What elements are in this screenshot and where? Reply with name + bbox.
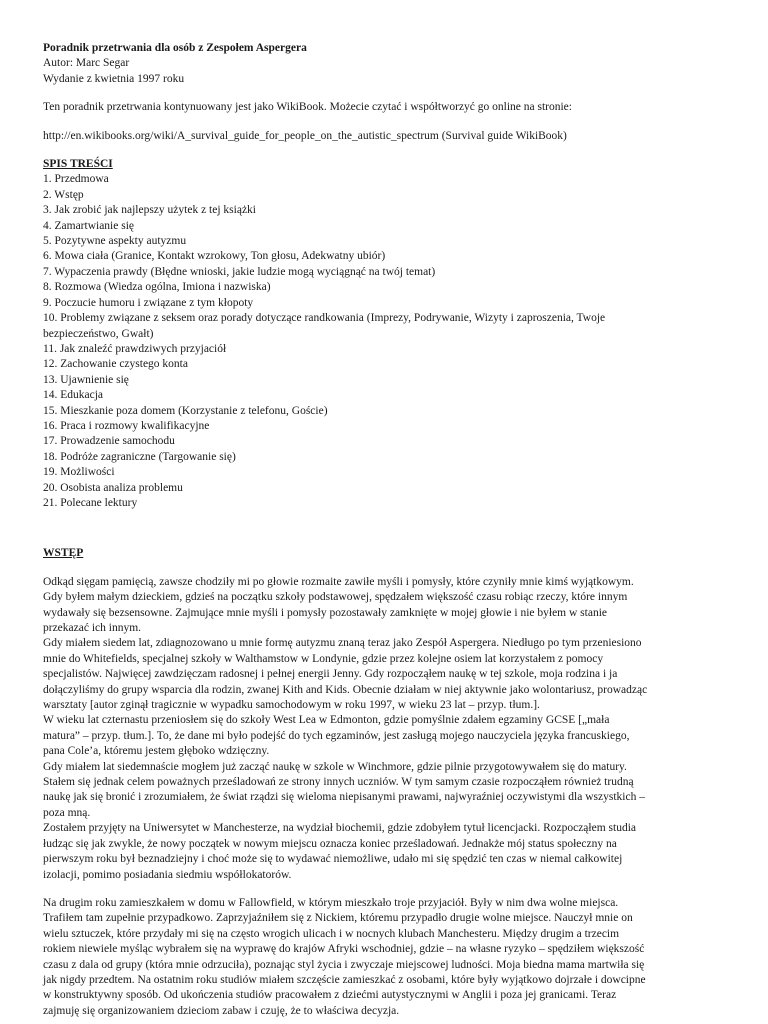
spacer — [43, 116, 723, 129]
toc-item-continuation: bezpieczeństwo, Gwałt) — [43, 327, 154, 340]
text-line: jak nigdy przedtem. Na ostatnim roku studiów miałem szczęście zamieszkać z osobami, które były wyjątkowo dojrzałe i dowcipne — [43, 973, 646, 986]
paragraph — [43, 896, 723, 1019]
spacer — [43, 87, 723, 100]
toc-item: 17. Prowadzenie samochodu — [43, 435, 175, 448]
text-line: poza mną. — [43, 806, 91, 819]
text-line: zajmuję się organizowaniem dzieciom zabaw i czuję, że to właściwa decyzja. — [43, 1004, 400, 1017]
text-line: naukę jak się bronić i zrozumiałem, że świat rządzi się wieloma niepisanymi prawami, najwyraźniej oczywistymi dla wszystkich – — [43, 791, 645, 804]
toc-item: 1. Przedmowa — [43, 173, 109, 186]
toc-item: 10. Problemy związane z seksem oraz porady dotyczące randkowania (Imprezy, Podrywanie, Wizyty i zaproszenia, Twoje — [43, 312, 606, 325]
text-line: w konstruktywny sposób. Od ukończenia studiów pracowałem z dziećmi autystycznymi w Anglii i poza jej granicami. Teraz — [43, 989, 617, 1002]
spacer — [43, 511, 723, 533]
text-line: Stałem się jednak celem poważnych prześladowań ze strony innych uczniów. W tym samym czasie rozpocząłem również trudną — [43, 776, 634, 789]
text-line: rokiem niewiele myśląc wybrałem się na wyprawę do krajów Afryki wschodniej, gdzie – na własne ryzyko – spędziłem większość — [43, 943, 645, 956]
text-line: Gdy miałem lat siedemnaście mogłem już zacząć naukę w szkole w Winchmore, gdzie pilnie przygotowywałem się do matury. — [43, 760, 627, 773]
text-line: warsztaty [autor zginął tragicznie w wypadku samochodowym w roku 1997, w wieku 23 lat – przyp. tłum.]. — [43, 699, 540, 712]
spacer — [43, 144, 723, 157]
toc-item: 6. Mowa ciała (Granice, Kontakt wzrokowy, Ton głosu, Adekwatny ubiór) — [43, 250, 386, 263]
toc-item: 11. Jak znaleźć prawdziwych przyjaciół — [43, 342, 227, 355]
toc-item: 15. Mieszkanie poza domem (Korzystanie z telefonu, Goście) — [43, 404, 328, 417]
document-title: Poradnik przetrwania dla osób z Zespołem Aspergera — [43, 42, 307, 54]
text-line: czasu z dala od grupy (która mnie odrzuciła), poznając styl życia i zwyczaje miejscowej ludności. Moja biedna mama martwiła się — [43, 958, 645, 971]
toc-item: 9. Poczucie humoru i związane z tym kłopoty — [43, 296, 254, 309]
toc-item: 21. Polecane lektury — [43, 496, 138, 509]
spacer — [43, 883, 723, 896]
text-line: mnie do Whitefields, specjalnej szkoły w Walthamstow w Londynie, gdzie przez kolejne osiem lat korzystałem z pomocy — [43, 652, 604, 665]
toc-item: 7. Wypaczenia prawdy (Błędne wnioski, jakie ludzie mogą wyciągnąć na twój temat) — [43, 265, 436, 278]
text-line: łudząc się jak zwykle, że nowy początek w nowym miejscu oznacza koniec prześladowań. Jednakże mój status społeczny na — [43, 837, 617, 850]
text-line: Gdy byłem małym dzieckiem, gdzieś na początku szkoły podstawowej, spędzałem większość czasu robiąc rzeczy, które innym — [43, 591, 628, 604]
toc-item: 2. Wstęp — [43, 188, 84, 201]
text-line: dołączyliśmy do grupy wsparcia dla rodzin, zwanej Kith and Kids. Obecnie działam w niej aktywnie jako wolontariusz, prowadząc — [43, 683, 648, 696]
text-line: wydawały się bezsensowne. Zajmujące mnie myśli i pomysły pozostawały zamknięte w mojej głowie i nie byłem w stanie — [43, 606, 607, 619]
toc-heading: SPIS TREŚCI — [43, 158, 113, 171]
toc-item: 5. Pozytywne aspekty autyzmu — [43, 235, 187, 248]
text-line: Zostałem przyjęty na Uniwersytet w Manchesterze, na wydział biochemii, gdzie zdobyłem tytuł licencjacki. Rozpocząłem studia — [43, 822, 637, 835]
text-line: Odkąd sięgam pamięcią, zawsze chodziły mi po głowie rozmaite zawiłe myśli i pomysły, które czyniły mnie kimś wyjątkowym. — [43, 575, 634, 588]
toc-item: 8. Rozmowa (Wiedza ogólna, Imiona i nazwiska) — [43, 281, 271, 294]
wikibook-link[interactable]: http://en.wikibooks.org/wiki/A_survival_guide_for_people_on_the_autistic_spectrum (Survival guide WikiBook) — [43, 129, 567, 142]
toc-item: 18. Podróże zagraniczne (Targowanie się) — [43, 450, 236, 463]
text-line: Na drugim roku zamieszkałem w domu w Fallowfield, w którym mieszkało troje przyjaciół. Były w nim dwa wolne miejsca. — [43, 896, 619, 909]
toc-item: 3. Jak zrobić jak najlepszy użytek z tej książki — [43, 204, 256, 217]
text-line: Gdy miałem siedem lat, zdiagnozowano u mnie formę autyzmu znaną teraz jako Zespół Aspergera. Niedługo po tym przeniesiono — [43, 637, 642, 650]
toc-item: 4. Zamartwianie się — [43, 219, 135, 232]
toc-item: 13. Ujawnienie się — [43, 373, 129, 386]
toc-item: 12. Zachowanie czystego konta — [43, 358, 188, 371]
toc-item: 20. Osobista analiza problemu — [43, 481, 183, 494]
text-line: izolacji, pomimo posiadania siedmiu współlokatorów. — [43, 868, 292, 881]
toc-item: 14. Edukacja — [43, 389, 104, 402]
text-line: przekazać ich innym. — [43, 622, 142, 634]
document-page — [43, 41, 723, 1019]
text-line: specjalistów. Najwięcej zawdzięczam radosnej i pełnej energii Jenny. Gdy rozpocząłem naukę w tej szkole, moja rodzina i ja — [43, 668, 618, 681]
table-of-contents — [43, 172, 723, 511]
toc-item: 16. Praca i rozmowy kwalifikacyjne — [43, 419, 210, 432]
edition-line: Wydanie z kwietnia 1997 roku — [43, 72, 185, 85]
spacer — [43, 533, 723, 546]
text-line: wielu sztuczek, które przydały mi się na często wrogich ulicach i w nocnych klubach Manchesteru. Między drugim a trzecim — [43, 927, 620, 940]
text-line: pierwszym roku był beznadziejny i choć może się to wydawać niemożliwe, udało mi się spędzić ten czas w niemal całkowitej — [43, 853, 623, 866]
author-line: Autor: Marc Segar — [43, 57, 130, 70]
wikibook-note: Ten poradnik przetrwania kontynuowany jest jako WikiBook. Możecie czytać i współtworzyć go online na stronie: — [43, 101, 572, 114]
text-line: pana Cole’a, któremu jestem głęboko wdzięczny. — [43, 745, 270, 758]
text-line: Trafiłem tam zupełnie przypadkowo. Zaprzyjaźniłem się z Nickiem, któremu przypadło drugie wolne miejsce. Nauczył mnie on — [43, 912, 633, 925]
text-line: W wieku lat czternastu przeniosłem się do szkoły West Lea w Edmonton, gdzie pomyślnie zdałem egzaminy GCSE [„mała — [43, 714, 610, 727]
text-line: matura” – przyp. tłum.]. To, że dane mi było podejść do tych egzaminów, jest zasługą mojego nauczyciela języka francuskiego, — [43, 729, 630, 742]
toc-item: 19. Możliwości — [43, 466, 115, 479]
paragraph — [43, 575, 723, 883]
section-heading: WSTĘP — [43, 547, 84, 560]
spacer — [43, 562, 723, 575]
